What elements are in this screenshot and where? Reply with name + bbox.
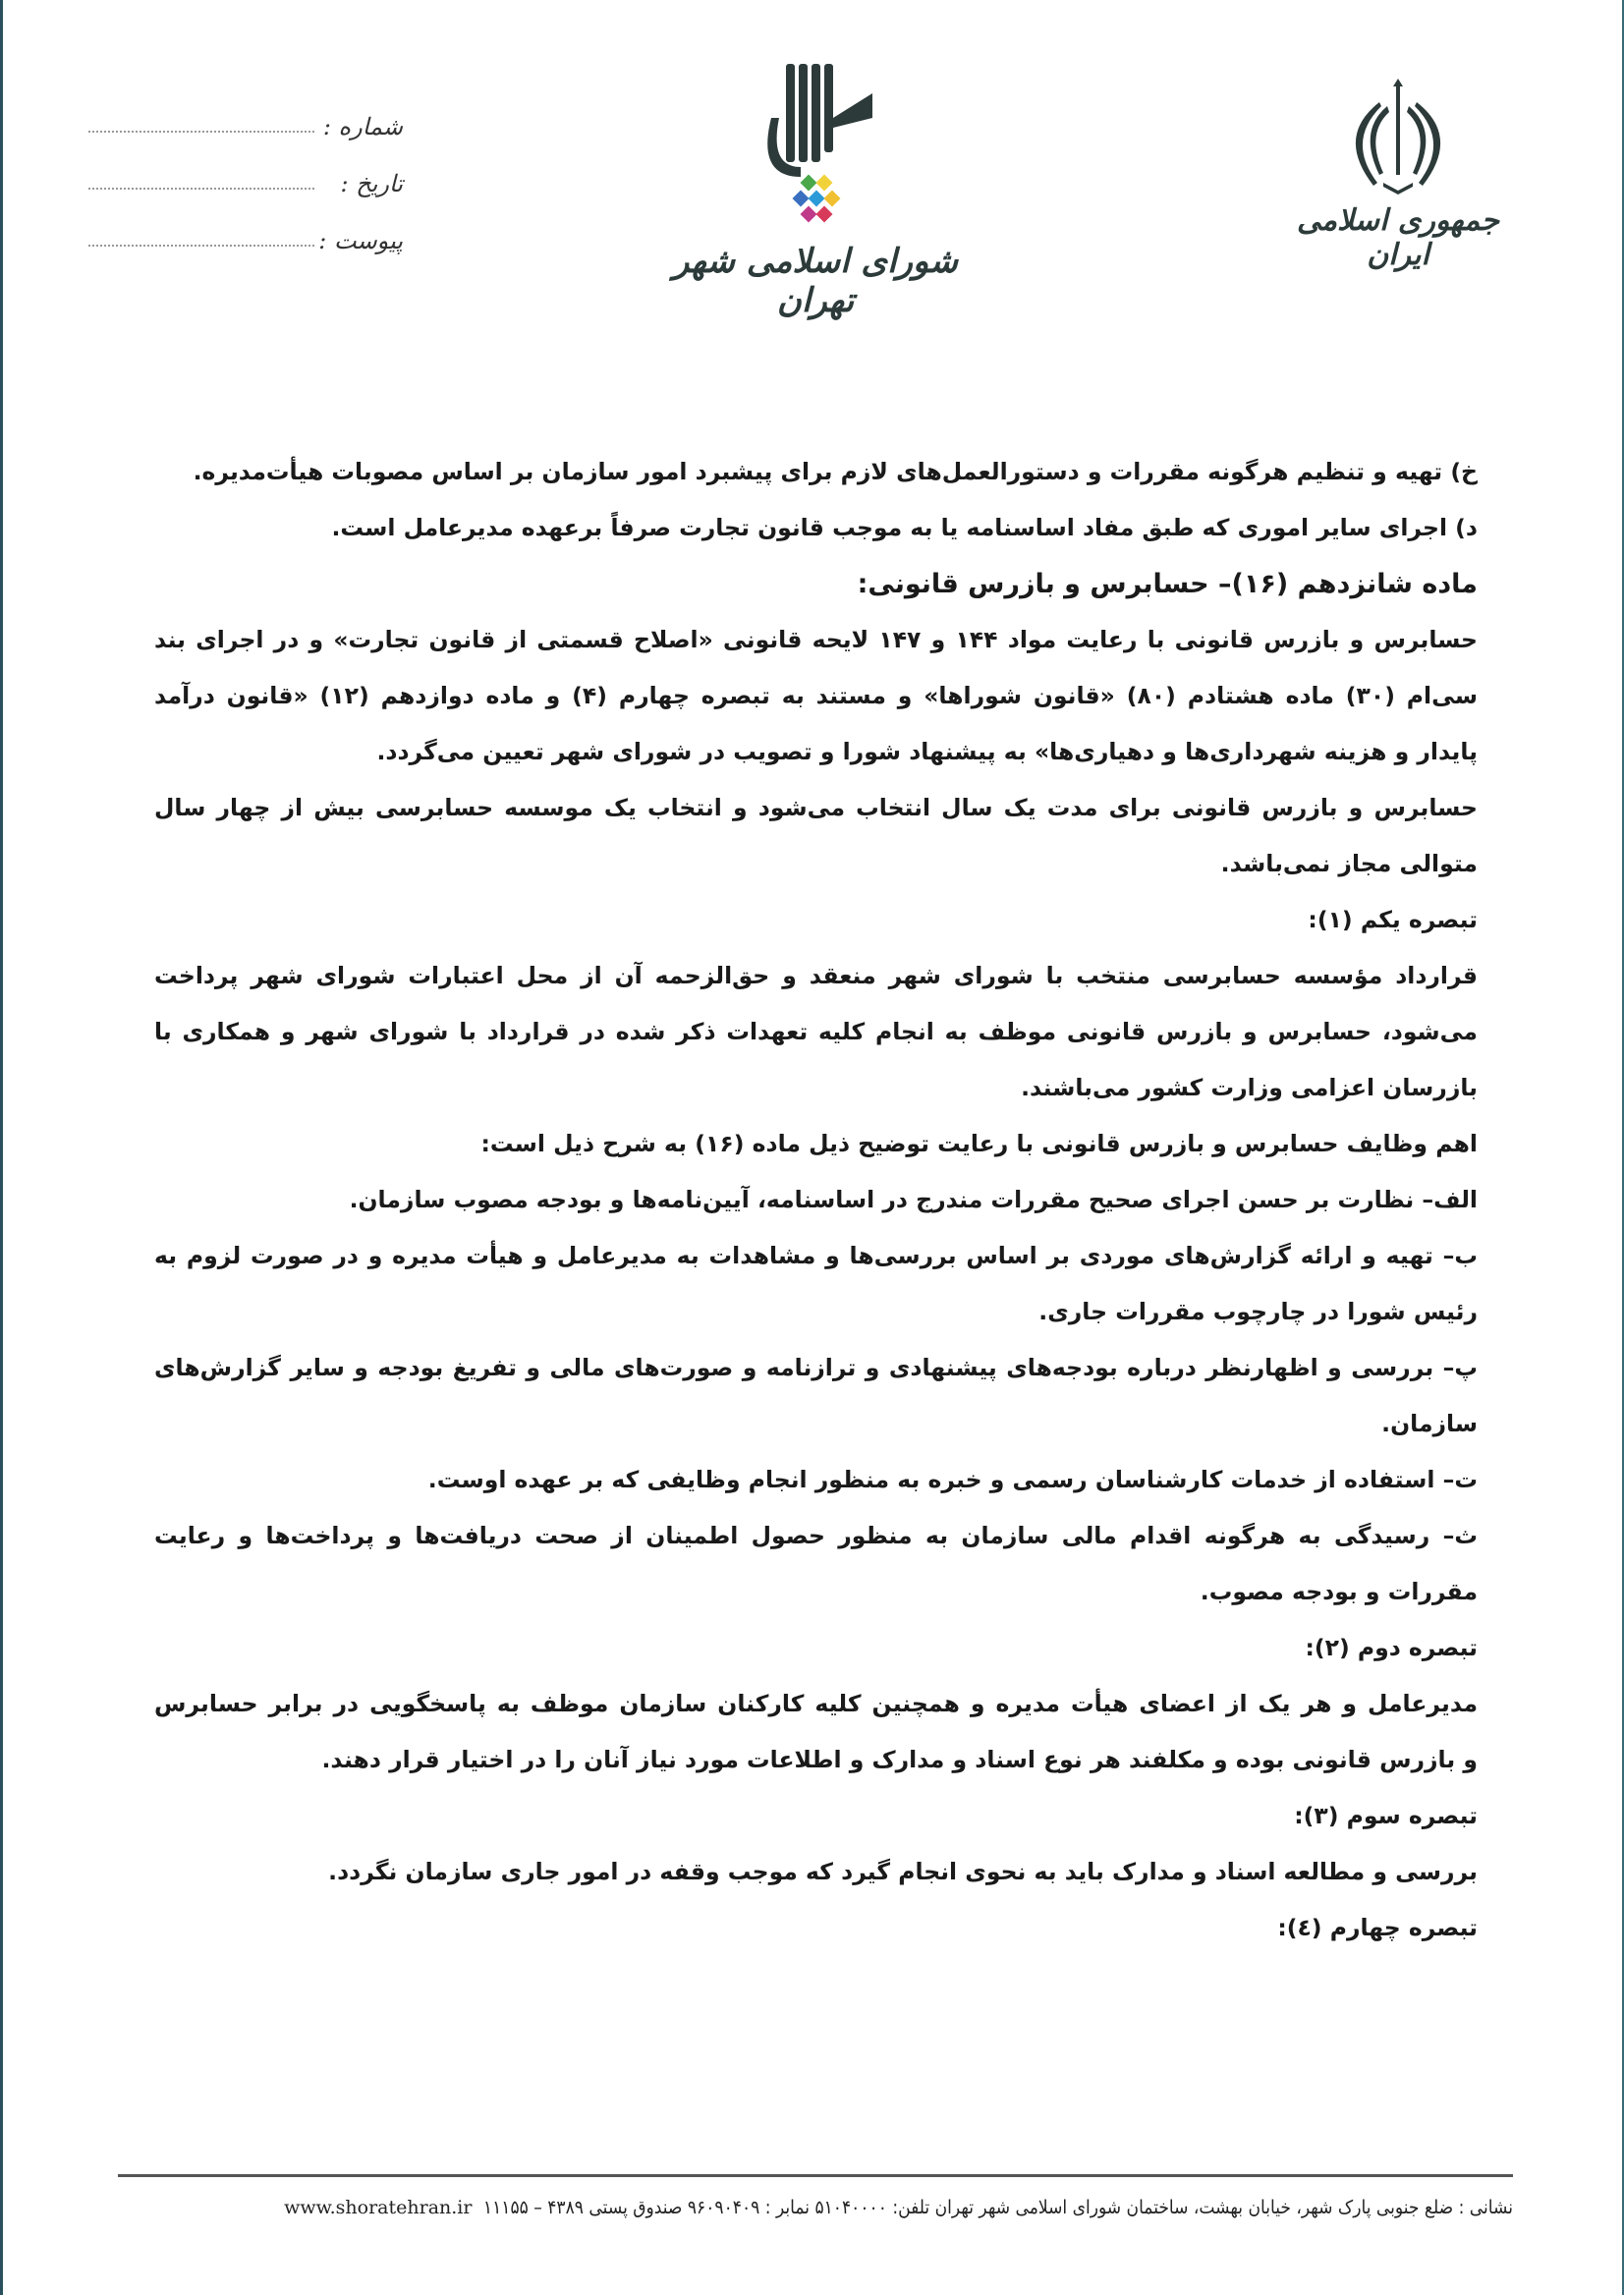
text-line: خ) تهیه و تنظیم هرگونه مقررات و دستورالعمل‌های لازم برای پیشبرد امور سازمان بر اساس مصوبات هیأت‌مدیره. — [193, 458, 1478, 485]
text-line: د) اجرای سایر اموری که طبق مفاد اساسنامه یا به موجب قانون تجارت صرفاً برعهده مدیرعامل است. — [331, 514, 1478, 541]
note-heading: تبصره دوم (۲): — [1305, 1634, 1478, 1661]
text-line: مدیرعامل و هر یک از اعضای هیأت مدیره و همچنین کلیه کارکنان سازمان موظف به پاسخگویی در برابر حسابرس — [154, 1690, 1478, 1717]
dotted-line — [88, 131, 314, 133]
text-line: مقررات و بودجه مصوب. — [1200, 1578, 1478, 1605]
text-line: بازرسان اعزامی وزارت کشور می‌باشند. — [1021, 1074, 1478, 1101]
note-heading: تبصره یکم (۱): — [1308, 906, 1478, 933]
footer-divider — [118, 2174, 1513, 2177]
note-heading: تبصره چهارم (٤): — [1277, 1914, 1478, 1941]
text-line: و بازرس قانونی بوده و مکلفند هر نوع اسناد و مدارک و اطلاعات مورد نیاز آنان را در اختیار قرار دهند. — [321, 1746, 1478, 1773]
text-line: پ– بررسی و اظهارنظر درباره بودجه‌های پیشنهادی و ترازنامه و صورت‌های مالی و تفریغ بودجه و سایر گزارش‌های — [154, 1354, 1478, 1381]
tehran-council-logo — [639, 59, 992, 320]
footer — [118, 2197, 1513, 2218]
text-line: ث– رسیدگی به هرگونه اقدام مالی سازمان به منظور حصول اطمینان از صحت دریافت‌ها و پرداخت‌ها و رعایت — [154, 1522, 1478, 1549]
footer-website-link[interactable]: www.shoratehran.ir — [284, 2197, 473, 2218]
section-heading: ماده شانزدهم (۱۶)– حسابرس و بازرس قانونی: — [857, 569, 1478, 599]
text-line: ت– استفاده از خدمات کارشناسان رسمی و خبره به منظور انجام وظایفی که بر عهده اوست. — [427, 1466, 1478, 1493]
number-label: شماره : — [322, 113, 403, 140]
number-field — [88, 98, 403, 155]
text-line: سی‌ام (۳۰) ماده هشتادم (۸۰) «قانون شوراها» و مستند به تبصره چهارم (۴) و ماده دوازدهم (۱۲) «قانون درآمد — [154, 682, 1478, 709]
text-line: ب– تهیه و ارائه گزارش‌های موردی بر اساس بررسی‌ها و مشاهدات به مدیرعامل و هیأت مدیره و در صورت لزوم به — [154, 1242, 1478, 1269]
text-line: حسابرس و بازرس قانونی با رعایت مواد ۱۴۴ و ۱۴۷ لایحه قانونی «اصلاح قسمتی از قانون تجارت» و در اجرای بند — [154, 626, 1478, 653]
attachment-label: پیوست : — [318, 227, 403, 254]
document-body — [154, 444, 1478, 1956]
iran-emblem-icon — [1344, 77, 1452, 199]
text-line: اهم وظایف حسابرس و بازرس قانونی با رعایت توضیح ذیل ماده (۱۶) به شرح ذیل است: — [480, 1130, 1478, 1157]
attachment-field — [88, 212, 403, 269]
dotted-line — [88, 245, 314, 247]
note-heading: تبصره سوم (۳): — [1294, 1802, 1478, 1829]
text-line: متوالی مجاز نمی‌باشد. — [1220, 850, 1478, 877]
text-line: حسابرس و بازرس قانونی برای مدت یک سال انتخاب می‌شود و انتخاب یک موسسه حسابرسی بیش از چهار سال — [154, 794, 1478, 821]
council-logo-icon — [742, 59, 889, 236]
date-label: تاریخ : — [340, 170, 403, 197]
date-field — [88, 155, 403, 212]
text-line: رئیس شورا در چارچوب مقررات جاری. — [1038, 1298, 1478, 1325]
iran-emblem — [1290, 77, 1506, 272]
dotted-line — [88, 188, 314, 190]
text-line: سازمان. — [1381, 1410, 1478, 1437]
emblem-caption: جمهوری اسلامی ایران — [1296, 203, 1500, 272]
text-line: می‌شود، حسابرس و بازرس قانونی موظف به انجام کلیه تعهدات ذکر شده در قرارداد با شورای شهر و همکاری با — [154, 1018, 1478, 1045]
text-line: الف– نظارت بر حسن اجرای صحیح مقررات مندرج در اساسنامه، آیین‌نامه‌ها و بودجه مصوب سازمان. — [349, 1186, 1478, 1213]
footer-address: نشانی : ضلع جنوبی پارک شهر، خیابان بهشت، ساختمان شورای اسلامی شهر تهران تلفن: ۵۱۰۴۰۰۰۰ نمابر : ۹۶۰۹۰۴۰۹ صندوق پستی ۴۳۸۹ – ۱۱۱۵۵ — [482, 2197, 1513, 2218]
text-line: قرارداد مؤسسه حسابرسی منتخب با شورای شهر منعقد و حق‌الزحمه آن از محل اعتبارات شورای شهر پرداخت — [154, 962, 1478, 989]
letter-meta — [88, 98, 403, 269]
text-line: بررسی و مطالعه اسناد و مدارک باید به نحوی انجام گیرد که موجب وقفه در امور جاری سازمان نگردد. — [328, 1858, 1478, 1885]
scan-edge — [0, 0, 3, 2295]
text-line: پایدار و هزینه شهرداری‌ها و دهیاری‌ها» به پیشنهاد شورا و تصویب در شورای شهر تعیین می‌گردد. — [376, 738, 1478, 765]
logo-caption: شورای اسلامی شهر تهران — [673, 242, 958, 320]
